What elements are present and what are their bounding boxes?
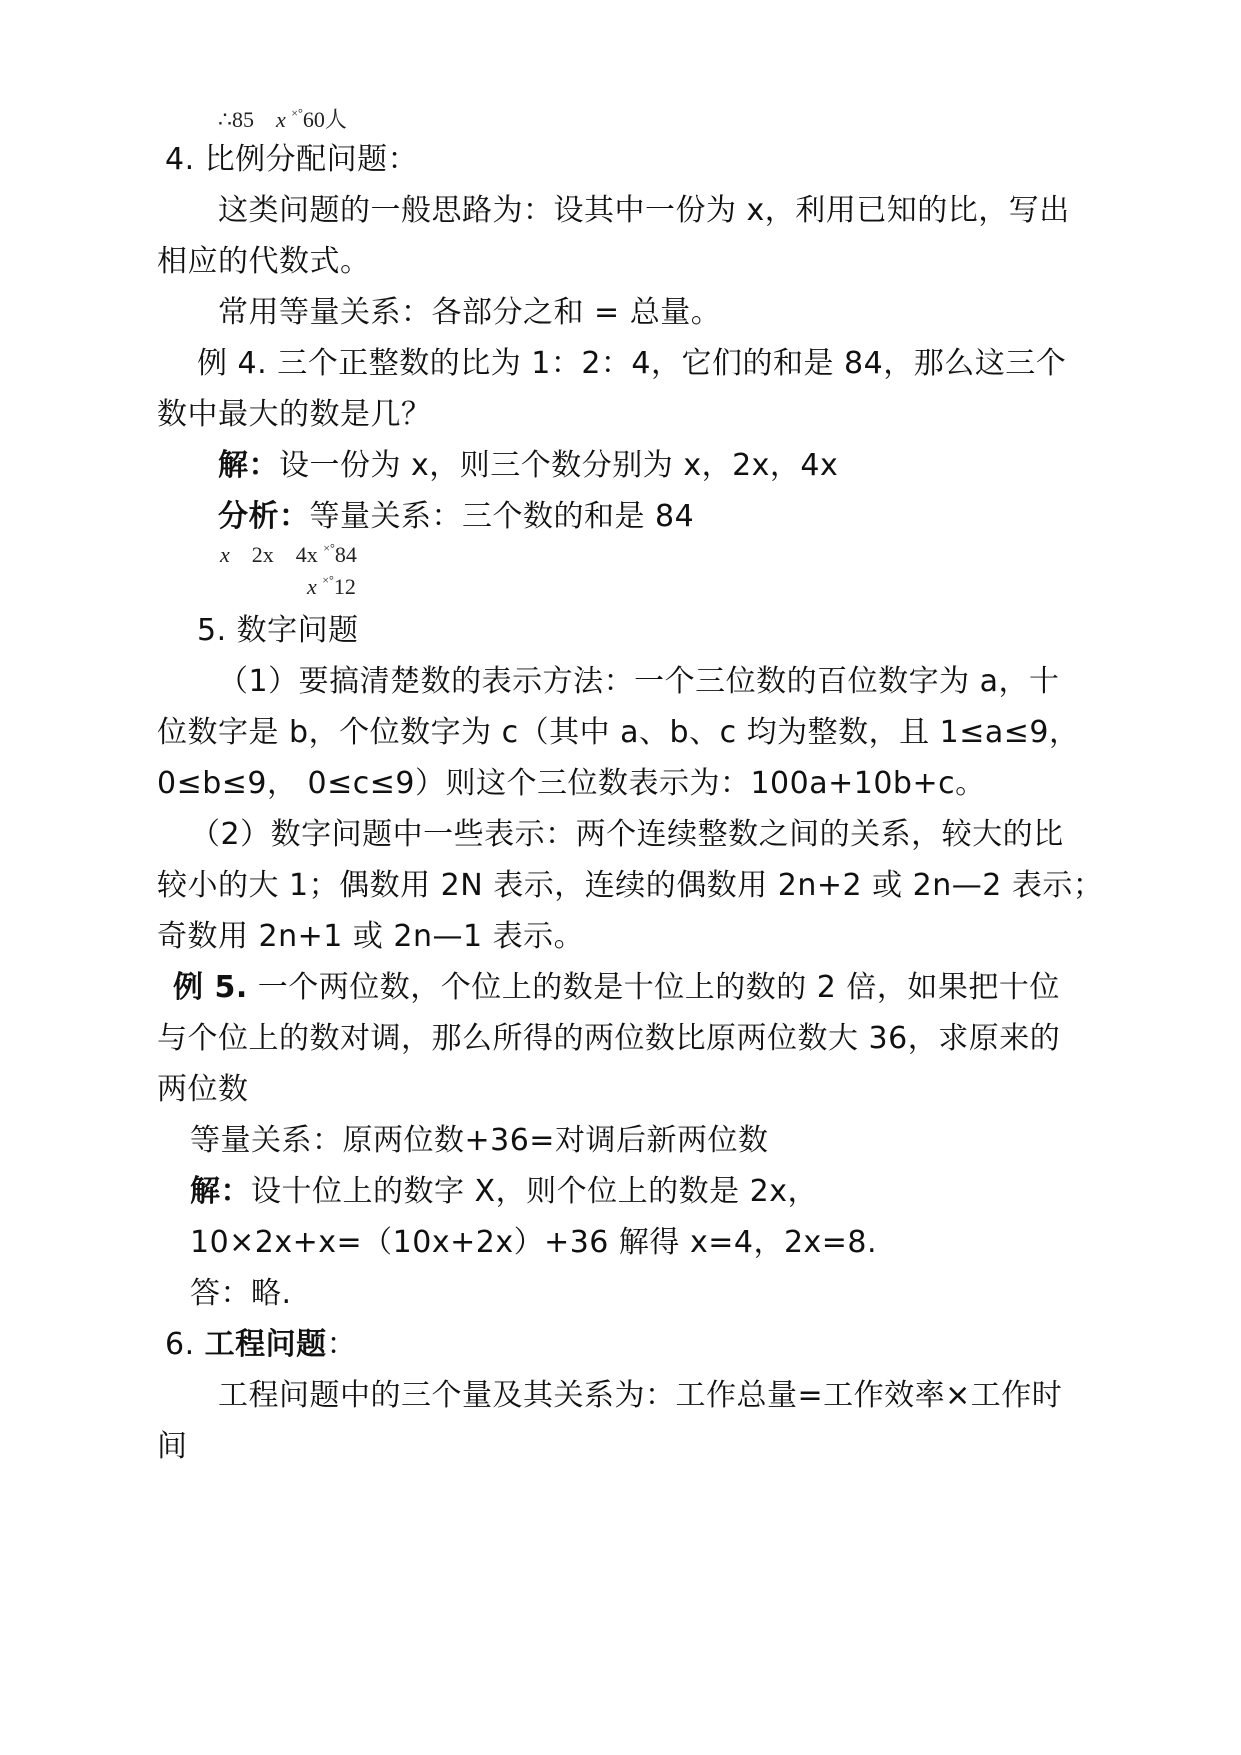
section5-heading: 5. 数字问题: [197, 613, 359, 648]
example5-label: 例 5.: [173, 970, 248, 1005]
math-rhs-12: 12: [333, 574, 356, 599]
section4-intro-line1: 这类问题的一般思路为：设其中一份为 x，利用已知的比，写出: [218, 193, 1070, 228]
example5-line3: 两位数: [157, 1072, 249, 1107]
example4-solution: [218, 446, 838, 486]
math-variable-x: x: [307, 574, 317, 599]
math-mark: ×°: [291, 106, 303, 120]
math-variable-x: x: [276, 107, 286, 132]
math-fragment-therefore: [218, 106, 347, 137]
math-mark: ×°: [323, 541, 335, 555]
example4-line2: 数中最大的数是几？: [157, 397, 432, 432]
analysis-label: 分析：: [218, 499, 310, 534]
section6-line2: 间: [157, 1429, 188, 1464]
section6-number: 6.: [165, 1327, 205, 1362]
section5-p1-line3: 0≤b≤9， 0≤c≤9）则这个三位数表示为：100a+10b+c。: [157, 766, 986, 801]
example5-relation: 等量关系：原两位数+36=对调后新两位数: [190, 1123, 769, 1158]
section4-heading: 4. 比例分配问题：: [165, 142, 419, 177]
math-fragment-result: [307, 573, 356, 604]
example5-line2: 与个位上的数对调，那么所得的两位数比原两位数大 36，求原来的: [157, 1021, 1061, 1056]
example4-line1: 例 4. 三个正整数的比为 1：2：4，它们的和是 84，那么这三个: [197, 346, 1067, 381]
analysis-text: 等量关系：三个数的和是 84: [309, 499, 695, 534]
section6-heading: [165, 1325, 357, 1365]
section6-line1: 工程问题中的三个量及其关系为：工作总量=工作效率×工作时: [218, 1378, 1063, 1413]
math-mark: ×°: [322, 573, 334, 587]
solution-text: 设十位上的数字 X，则个位上的数是 2x，: [251, 1174, 818, 1209]
math-rhs-60: 60人: [302, 107, 347, 132]
section5-p1-line1: （1）要搞清楚数的表示方法：一个三位数的百位数字为 a，十: [218, 664, 1060, 699]
solution-text: 设一份为 x，则三个数分别为 x，2x，4x: [279, 448, 839, 483]
example5-equation: 10×2x+x=（10x+2x）+36 解得 x=4，2x=8.: [190, 1225, 878, 1260]
section6-colon: ：: [326, 1327, 358, 1362]
section4-relation: 常用等量关系：各部分之和 = 总量。: [218, 295, 722, 330]
math-rhs-84: 84: [334, 542, 357, 567]
example5-text: 一个两位数，个位上的数是十位上的数的 2 倍，如果把十位: [247, 970, 1060, 1005]
example4-analysis: [218, 497, 694, 537]
section5-p2-line3: 奇数用 2n+1 或 2n—1 表示。: [157, 919, 585, 954]
math-term-2x: 2x: [251, 542, 274, 567]
example5-solution: [190, 1172, 818, 1212]
math-therefore-85: ∴85: [218, 107, 254, 132]
section5-p1-line2: 位数字是 b，个位数字为 c（其中 a、b、c 均为整数，且 1≤a≤9，: [157, 715, 1080, 750]
math-term-4x: 4x: [295, 542, 318, 567]
section6-title: 工程问题: [204, 1327, 327, 1362]
example5-line1: [173, 968, 1060, 1008]
section5-p2-line2: 较小的大 1；偶数用 2N 表示，连续的偶数用 2n+2 或 2n—2 表示；: [157, 868, 1104, 903]
solution-label: 解：: [190, 1174, 251, 1209]
math-term-x: x: [220, 542, 230, 567]
section4-intro-line2: 相应的代数式。: [157, 244, 371, 279]
section5-p2-line1: （2）数字问题中一些表示：两个连续整数之间的关系，较大的比: [190, 817, 1064, 852]
math-fragment-sum: [220, 541, 357, 572]
solution-label: 解：: [218, 448, 279, 483]
example5-answer: 答：略.: [190, 1276, 292, 1311]
